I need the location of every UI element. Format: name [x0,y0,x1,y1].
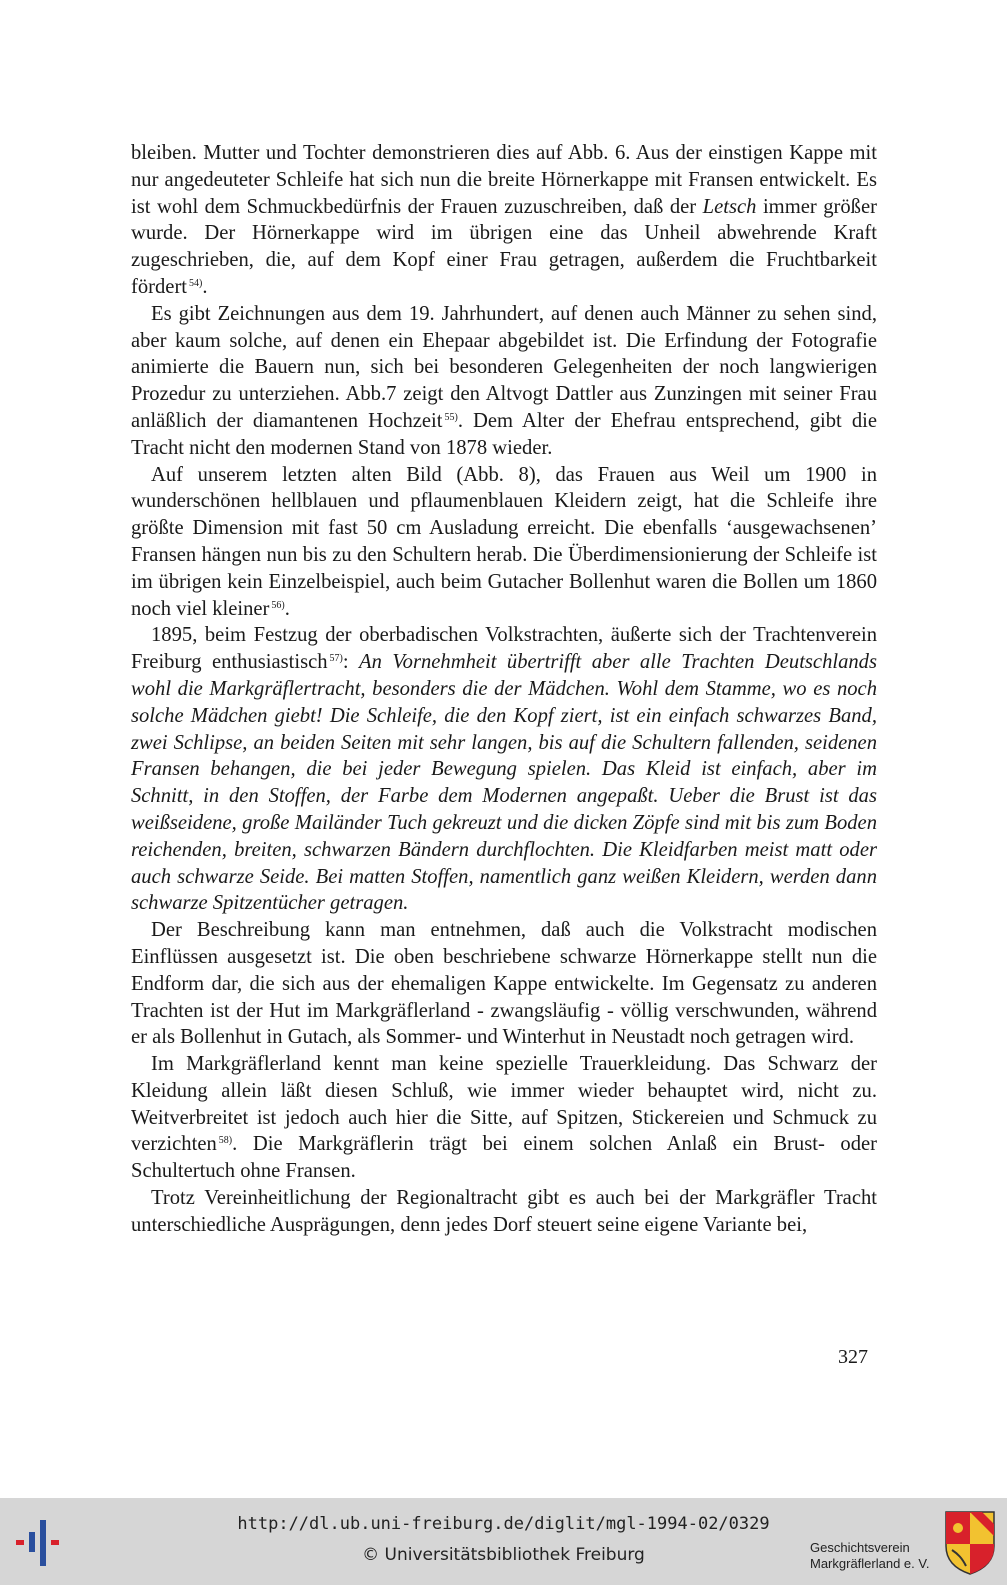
society-name-line: Markgräflerland e. V. [810,1556,930,1571]
paragraph-text: . Dem Alter der Ehefrau entsprechend, gibt die Tracht nicht den modernen Stand von 1878 wieder. [131,409,877,459]
paragraph-text: bleiben. Mutter und Tochter demonstrieren dies auf Abb. 6. Aus der einstigen Kappe mit nur angedeuteter Schleife hat sich nun die breite Hörnerkappe mit Fransen entwickelt. Es ist wohl dem Schmuckbedürfnis der Frauen zuzuschreiben, daß der [131,142,877,218]
paragraph [131,1185,877,1239]
paragraph-text: 1895, beim Festzug der oberbadischen Volkstrachten, äußerte sich der Trachtenverein Freiburg enthusiastisch [131,624,877,674]
footer-bar [0,1498,1007,1585]
footnote-marker: 58) [218,1135,233,1147]
paragraph-text: Auf unserem letzten alten Bild (Abb. 8), das Frauen aus Weil um 1900 in wunderschönen hellblauen und pflaumenblauen Kleidern zeigt, hat die Schleife ihre größte Dimension mit fast 50 cm Ausladung erreicht. Die ebenfalls ‘ausgewachsenen’ Fransen hängen nun bis zu den Schultern herab. Die Überdimensionierung der Schleife ist im übrigen kein Einzelbeispiel, auch beim Gutacher Bollenhut waren die Bollen um 1860 noch viel kleiner [131,463,877,620]
document-body [131,140,877,1239]
paragraph [131,301,877,462]
society-name-line: Geschichtsverein [810,1540,910,1555]
paragraph-text: Im Markgräflerland kennt man keine spezielle Trauerkleidung. Das Schwarz der Kleidung allein läßt diesen Schluß, wie immer wieder behauptet wird, nicht zu. Weitverbreitet ist jedoch auch hier die Sitte, auf Spitzen, Stickereien und Schmuck zu verzichten [131,1053,877,1156]
footnote-marker: 55) [444,411,458,423]
society-name [810,1540,940,1572]
paragraph [131,622,877,917]
paragraph-text: . [284,597,290,620]
paragraph [131,917,877,1051]
page-number: 327 [838,1346,868,1368]
source-url-link[interactable]: http://dl.ub.uni-freiburg.de/diglit/mgl-1994-02/0329 [237,1514,770,1534]
paragraph-text: immer größer wurde. Der Hörnerkappe wird im übrigen eine das Unheil abwehrende Kraft zugeschrieben, die, auf dem Kopf einer Frau getragen, außerdem die Fruchtbarkeit fördert [131,195,877,298]
footnote-marker: 56) [271,599,285,611]
italic-quote: An Vornehmheit übertrifft aber alle Trachten Deutschlands wohl die Markgräflertracht, besonders die der Mädchen. Wohl dem Stamme, wo es noch solche Mädchen giebt! Die Schleife, die den Kopf ziert, ist ein einfach schwarzes Band, zwei Schlipse, an beiden Seiten mit sehr langen, bis auf die Schultern fallenden, seidenen Fransen behangen, die bei jeder Bewegung spielen. Das Kleid ist einfach, aber im Schnitt, in den Stoffen, der Farbe dem Modernen angepaßt. Ueber die Brust ist das weißseidene, große Mailänder Tuch gekreuzt und die dicken Zöpfe sind mit bis zum Boden reichenden, breiten, schwarzen Bändern durchflochten. Die Kleidfarben meist matt oder auch schwarze Seide. Bei matten Stoffen, namentlich ganz weißen Kleidern, werden dann schwarze Spitzentücher getragen. [131,651,877,915]
paragraph-text: : [342,651,360,674]
paragraph-text: Es gibt Zeichnungen aus dem 19. Jahrhundert, auf denen auch Männer zu sehen sind, aber kaum solche, auf denen ein Ehepaar abgebildet ist. Die Erfindung der Fotografie animierte die Bauern nun, sich bei besonderen Gelegenheiten der noch langwierigen Prozedur zu unterziehen. Abb.7 zeigt den Altvogt Dattler aus Zunzingen mit seiner Frau anläßlich der diamantenen Hochzeit [131,302,877,432]
paragraph-text: Trotz Vereinheitlichung der Regionaltracht gibt es auch bei der Markgräfler Tracht unterschiedliche Ausprägungen, denn jedes Dorf steuert seine eigene Variante bei, [131,1187,877,1236]
paragraph-text: . Die Markgräflerin trägt bei einem solchen Anlaß ein Brust- oder Schultertuch ohne Fransen. [131,1133,877,1183]
italic-term: Letsch [702,195,757,218]
footnote-marker: 54) [189,277,203,289]
paragraph-text: . [202,275,208,298]
copyright-text: © Universitätsbibliothek Freiburg [362,1545,645,1565]
paragraph [131,1051,877,1185]
paragraph [131,140,877,301]
paragraph-text: Der Beschreibung kann man entnehmen, daß auch die Volkstracht modischen Einflüssen ausgesetzt ist. Die oben beschriebene schwarze Hörnerkappe stellt nun die Endform dar, die sich aus der ehemaligen Kappe entwickelte. Im Gegensatz zu anderen Trachten ist der Hut im Markgräflerland - zwangsläufig - völlig verschwunden, während er als Bollenhut in Gutach, als Sommer- und Winterhut in Neustadt noch getragen wird. [131,919,877,1049]
footnote-marker: 57) [329,653,343,665]
coat-of-arms-icon [944,1510,996,1576]
paragraph [131,462,877,623]
